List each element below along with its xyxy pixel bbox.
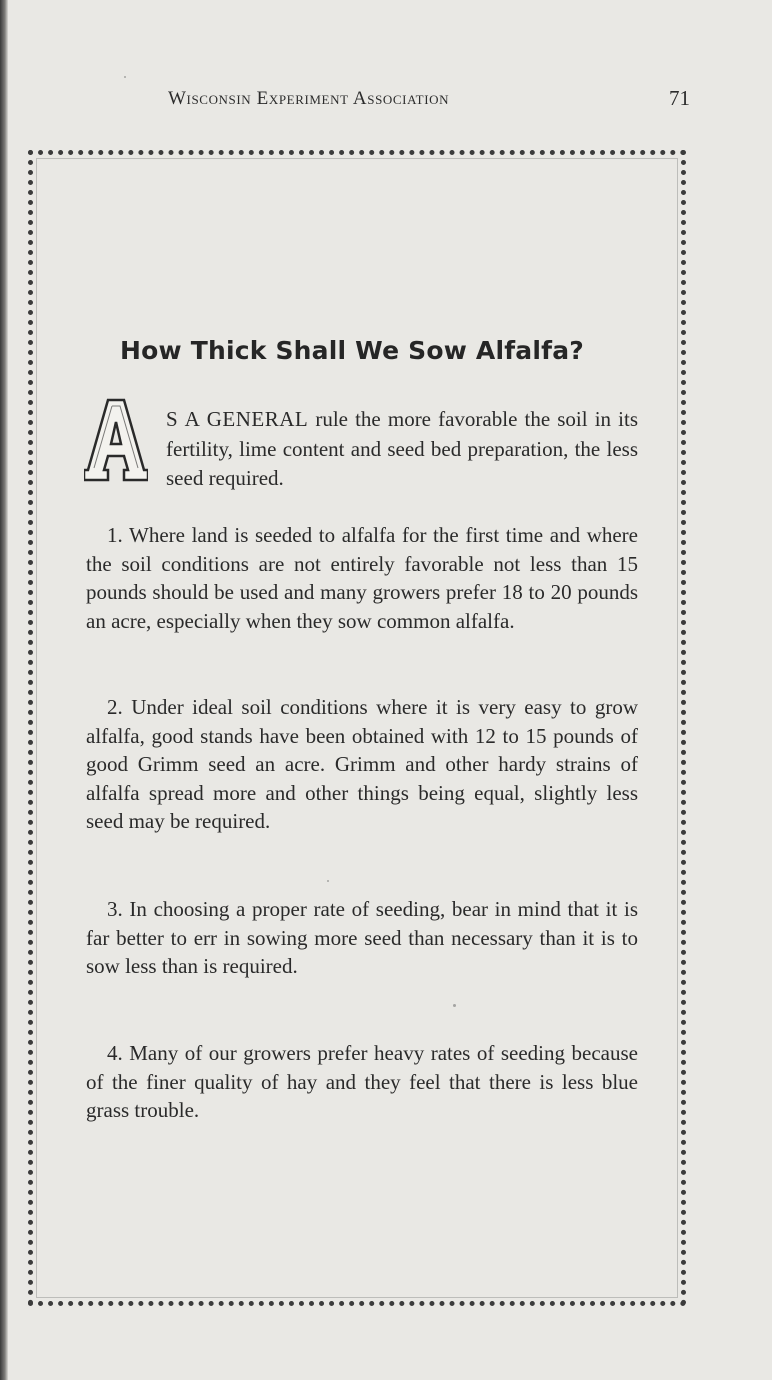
paragraph-1: 1. Where land is seeded to alfalfa for the first time and where the soil conditions are not entirely favorable not less than 15 pounds should be used and many growers prefer 18 to 20 pounds an acre, especially when they sow common alfalfa. bbox=[86, 523, 638, 633]
paper-speck bbox=[327, 880, 329, 882]
paragraph-4: 4. Many of our growers prefer heavy rates of seeding because of the finer quality of hay and they feel that there is less blue grass trouble. bbox=[86, 1041, 638, 1123]
running-header-title: Wisconsin Experiment Association bbox=[168, 88, 450, 109]
paper-speck bbox=[124, 76, 126, 78]
lead-paragraph-text: rule the more favorable the soil in its fertility, lime content and seed bed preparation, the less seed required. bbox=[166, 407, 638, 490]
paragraph-2: 2. Under ideal soil conditions where it is very easy to grow alfalfa, good stands have been obtained with 12 to 15 pounds of good Grimm seed an acre. Grimm and other hardy strains of alfalfa spread more and other things being equal, slightly less seed may be required. bbox=[86, 695, 638, 834]
drop-cap-letter bbox=[84, 396, 148, 484]
lead-paragraph-caps: S A GENERAL bbox=[166, 407, 309, 431]
article-title: How Thick Shall We Sow Alfalfa? bbox=[120, 336, 584, 365]
paper-speck bbox=[453, 1004, 456, 1007]
lead-paragraph bbox=[166, 405, 638, 494]
paragraph-3: 3. In choosing a proper rate of seeding, bear in mind that it is far better to err in sowing more seed than necessary than it is to sow less than is required. bbox=[86, 897, 638, 979]
page-number: 71 bbox=[669, 86, 690, 110]
page-binding-edge bbox=[0, 0, 8, 1380]
